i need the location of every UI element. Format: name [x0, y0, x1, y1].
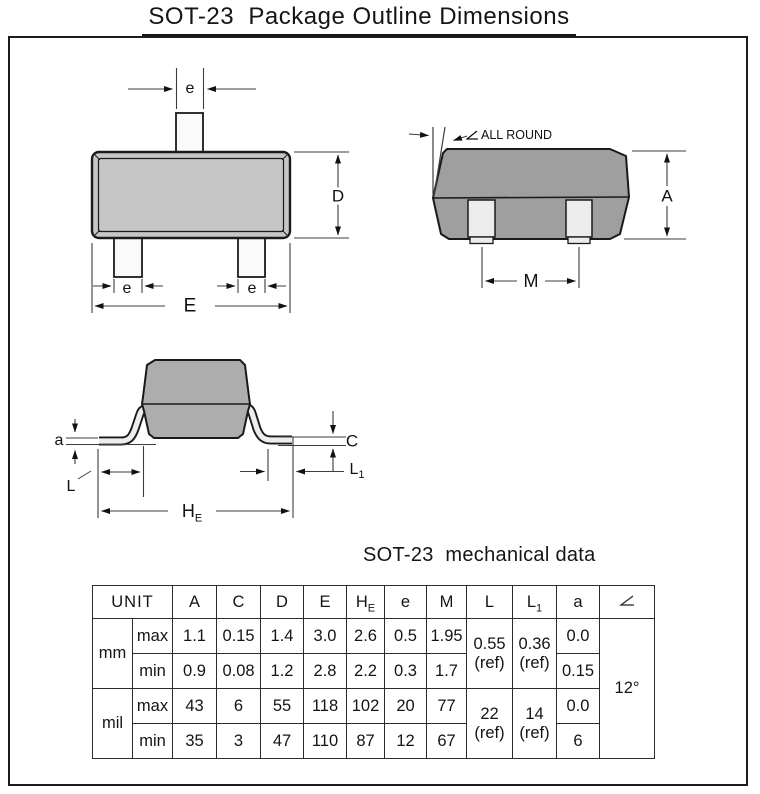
dim-label-HE: $H_E$: [179, 502, 205, 520]
side-view-pin-left: [468, 200, 495, 237]
table-cell: 2.2: [347, 654, 385, 689]
table-cell: 6: [557, 724, 600, 759]
table-cell: 0.5: [385, 619, 427, 654]
top-view-pin-bottom-right: [238, 236, 265, 277]
page-title: SOT-23 Package Outline Dimensions: [142, 3, 575, 36]
table-cell: 87: [347, 724, 385, 759]
all-round-text: ALL ROUND: [481, 128, 553, 142]
dim-label-e-bottom-right: e: [247, 280, 257, 297]
dim-label-D: D: [329, 188, 347, 205]
dim-label-L: L: [66, 478, 76, 495]
all-round-note: [466, 128, 552, 142]
table-cell: 118: [304, 689, 347, 724]
table-row-mil-max: [93, 689, 655, 724]
header-e: e: [385, 586, 427, 619]
table-cell: 3: [217, 724, 261, 759]
front-view: [99, 360, 292, 441]
table-cell: 1.1: [173, 619, 217, 654]
header-a: a: [557, 586, 600, 619]
table-cell: 0.08: [217, 654, 261, 689]
table-cell-L1-mm: 0.36 (ref): [513, 619, 557, 689]
side-view-pin-right: [566, 200, 592, 237]
dim-label-C: C: [345, 431, 359, 451]
table-cell: 12: [385, 724, 427, 759]
table-row-mm-max: [93, 619, 655, 654]
mechanical-data-table: [92, 585, 655, 759]
table-title: SOT-23 mechanical data: [363, 544, 596, 566]
table-cell-L-mil: 22 (ref): [467, 689, 513, 759]
header-M: M: [427, 586, 467, 619]
dim-label-a: a: [54, 432, 64, 449]
top-view-pin-top: [176, 113, 203, 154]
table-cell: 3.0: [304, 619, 347, 654]
table-cell: 0.15: [557, 654, 600, 689]
top-view-body: [92, 152, 290, 238]
table-cell: 0.3: [385, 654, 427, 689]
table-cell: 1.95: [427, 619, 467, 654]
table-cell: 47: [261, 724, 304, 759]
table-cell-angle: 12°: [600, 619, 655, 759]
header-C: C: [217, 586, 261, 619]
dim-label-E: E: [181, 297, 200, 316]
header-A: A: [173, 586, 217, 619]
table-cell: 102: [347, 689, 385, 724]
table-cell: 2.6: [347, 619, 385, 654]
table-row-mil-min: [93, 724, 655, 759]
table-cell: 0.9: [173, 654, 217, 689]
front-view-body: [142, 360, 250, 438]
side-view: [433, 149, 629, 244]
limit-cell: min: [133, 654, 173, 689]
top-view: [92, 113, 290, 277]
table-cell-L-mm: 0.55 (ref): [467, 619, 513, 689]
table-cell: 43: [173, 689, 217, 724]
header-L1: $L_1$: [513, 586, 557, 619]
dim-label-L1: $L_1$: [349, 461, 365, 482]
header-angle: [600, 586, 655, 619]
table-cell: 67: [427, 724, 467, 759]
table-cell: 1.7: [427, 654, 467, 689]
dim-label-e-top: e: [185, 80, 195, 97]
unit-mm: mm: [93, 619, 133, 689]
table-cell: 110: [304, 724, 347, 759]
table-cell: 6: [217, 689, 261, 724]
table-cell: 0.15: [217, 619, 261, 654]
dim-label-M: M: [521, 272, 542, 290]
header-D: D: [261, 586, 304, 619]
table-cell: 0.0: [557, 619, 600, 654]
table-header-row: [93, 586, 655, 619]
limit-cell: min: [133, 724, 173, 759]
table-cell: 1.2: [261, 654, 304, 689]
header-HE: $H_E$: [347, 586, 385, 619]
dim-label-A: A: [658, 188, 675, 205]
table-cell: 20: [385, 689, 427, 724]
table-cell: 35: [173, 724, 217, 759]
header-E: E: [304, 586, 347, 619]
limit-cell: max: [133, 689, 173, 724]
unit-mil: mil: [93, 689, 133, 759]
table-cell: 55: [261, 689, 304, 724]
angle-icon: [619, 594, 636, 607]
dim-label-e-bottom-left: e: [122, 280, 132, 297]
table-cell: 0.0: [557, 689, 600, 724]
angle-icon: [466, 129, 479, 141]
table-row-mm-min: [93, 654, 655, 689]
top-view-pin-bottom-left: [114, 236, 142, 277]
side-view-body: [433, 149, 629, 239]
table-cell: 77: [427, 689, 467, 724]
limit-cell: max: [133, 619, 173, 654]
table-cell: 2.8: [304, 654, 347, 689]
header-unit: UNIT: [93, 586, 173, 619]
header-L: L: [467, 586, 513, 619]
table-cell: 1.4: [261, 619, 304, 654]
table-cell-L1-mil: 14 (ref): [513, 689, 557, 759]
